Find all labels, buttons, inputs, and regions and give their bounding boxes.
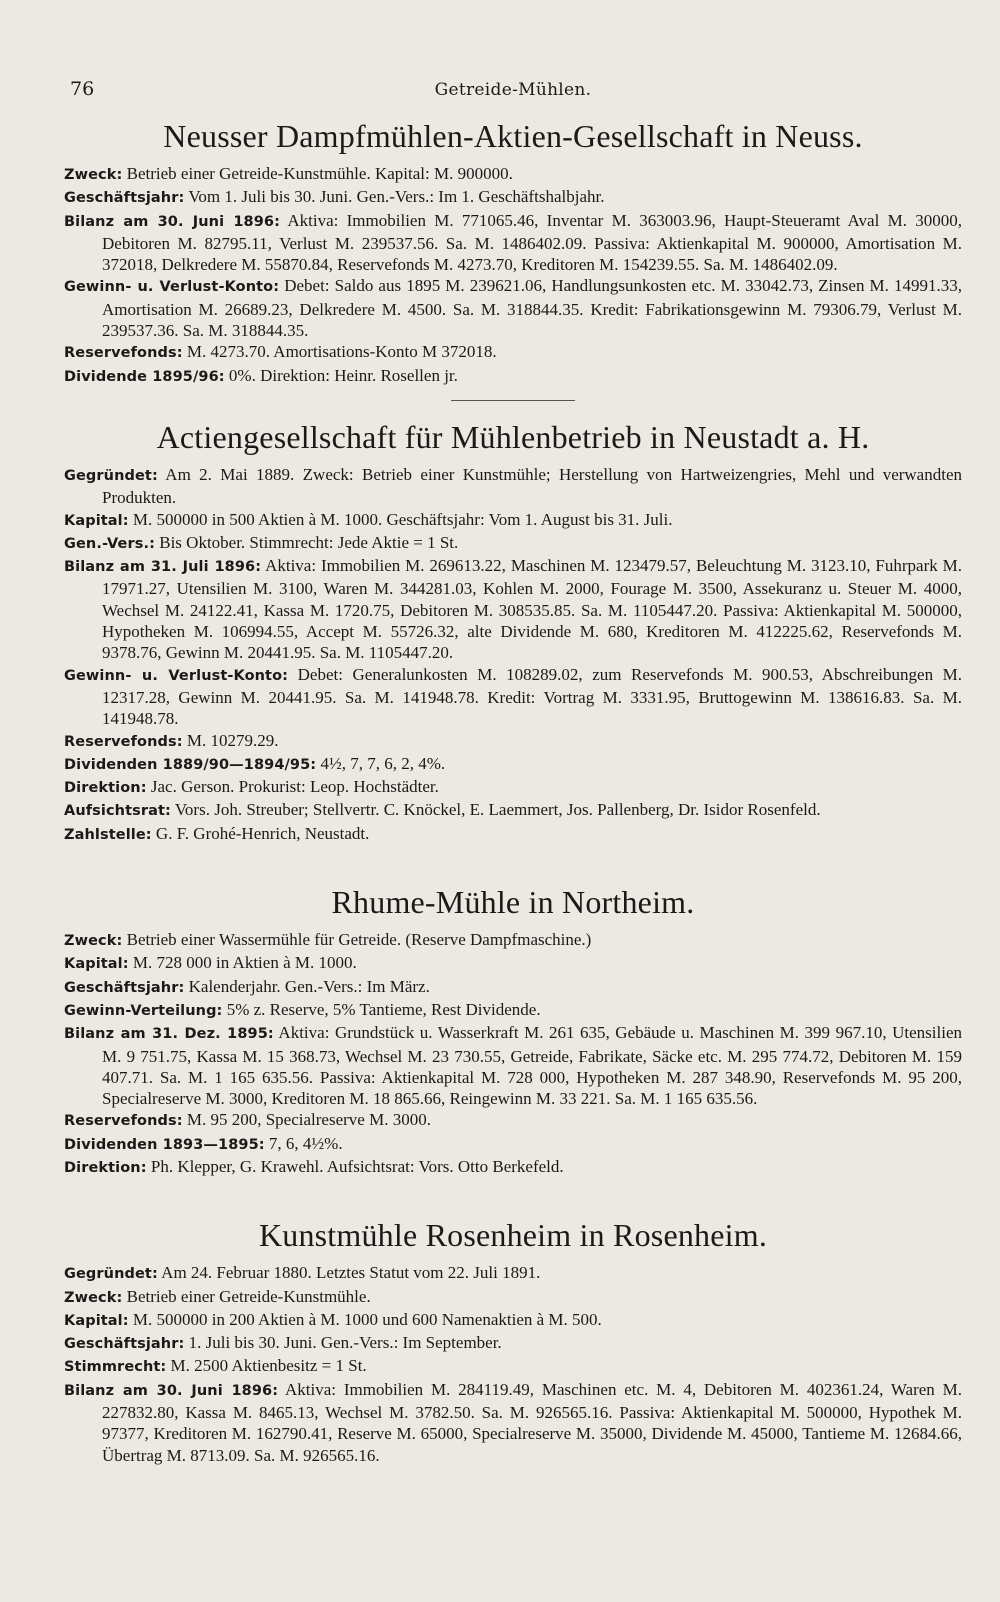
entry [64, 1332, 962, 1355]
entry [64, 999, 962, 1022]
entry-text: Aktiva: Immobilien M. 284119.49, Maschinen etc. M. 4, Debitoren M. 402361.24, Waren M. 227832.80, Kassa M. 8465.13, Wechsel M. 3782.50. Sa. M. 926565.16. Passiva: Aktienkapital M. 500000, Hypothek M. 97377, Kreditoren M. 162790.41, Reserve M. 65000, Specialreserve M. 35000, Dividende M. 45000, Tantieme M. 12684.66, Übertrag M. 8713.09. Sa. M. 926565.16. [102, 1379, 962, 1465]
entry-label: Gegründet: [64, 1266, 158, 1283]
entry-label: Gewinn-Verteilung: [64, 1002, 223, 1019]
entry-label: Kapital: [64, 1312, 129, 1329]
entry-text: Aktiva: Grundstück u. Wasserkraft M. 261 635, Gebäude u. Maschinen M. 399 967.10, Utensilien M. 9 751.75, Kassa M. 15 368.73, Wechsel M. 23 730.55, Getreide, Fabrikate, Säcke etc. M. 295 774.72, Debitoren M. 159 407.71. Sa. M. 1 165 635.56. Passiva: Aktienkapital M. 728 000, Hypotheken M. 287 348.90, Reservefonds M. 95 200, Specialreserve M. 3000, Kreditoren M. 18 865.66, Reingewinn M. 33 221. Sa. M. 1 165 635.56. [102, 1023, 962, 1109]
entry-label: Kapital: [64, 512, 129, 529]
section-divider [451, 400, 575, 401]
entry-text: Debet: Saldo aus 1895 M. 239621.06, Handlungsunkosten etc. M. 33042.73, Zinsen M. 14991.33, Amortisation M. 26689.23, Delkredere M. 4500. Sa. M. 318844.35. Kredit: Fabrikationsgewinn M. 79306.79, Verlust M. 239537.36. Sa. M. 318844.35. [102, 276, 962, 341]
company-section [64, 884, 962, 1179]
entry-label: Gen.-Vers.: [64, 535, 155, 552]
page-number: 76 [70, 78, 95, 100]
running-title: Getreide-Mühlen. [434, 80, 592, 100]
entry-label: Gegründet: [64, 467, 158, 484]
entry [64, 1262, 962, 1285]
entry [64, 776, 962, 799]
entry [64, 1355, 962, 1378]
entry [64, 799, 962, 822]
entry-text: Aktiva: Immobilien M. 269613.22, Maschinen M. 123479.57, Beleuchtung M. 3123.10, Fuhrpark M. 17971.27, Utensilien M. 3100, Waren M. 344281.03, Kohlen M. 2000, Fourage M. 3500, Assekuranz u. Steuer M. 4000, Wechsel M. 24122.41, Kassa M. 1720.75, Debitoren M. 308535.85. Sa. M. 1105447.20. Passiva: Aktienkapital M. 500000, Hypotheken M. 106994.55, Accept M. 55726.32, alte Dividende M. 680, Kreditoren M. 412225.62, Reservefonds M. 9378.76, Gewinn M. 20441.95. Sa. M. 1105447.20. [102, 556, 962, 663]
entry-label: Bilanz am 30. Juni 1896: [64, 213, 281, 230]
entry-text: G. F. Grohé-Henrich, Neustadt. [151, 823, 370, 843]
entry [64, 664, 962, 730]
entry-label: Dividende 1895/96: [64, 368, 225, 385]
entry-text: M. 4273.70. Amortisations-Konto M 372018. [182, 342, 497, 362]
entry-text: Ph. Klepper, G. Krawehl. Aufsichtsrat: Vors. Otto Berkefeld. [146, 1156, 564, 1176]
entry-text: Am 2. Mai 1889. Zweck: Betrieb einer Kunstmühle; Herstellung von Hartweizengries, Mehl und verwandten Produkten. [102, 464, 962, 508]
entry-text: Jac. Gerson. Prokurist: Leop. Hochstädter. [146, 777, 439, 797]
entry-label: Gewinn- u. Verlust-Konto: [64, 279, 280, 296]
entry-label: Bilanz am 31. Dez. 1895: [64, 1026, 274, 1043]
entry-text: 0%. Direktion: Heinr. Rosellen jr. [224, 365, 458, 385]
entry-label: Gewinn- u. Verlust-Konto: [64, 667, 289, 684]
entry-text: 4½, 7, 7, 6, 2, 4%. [316, 753, 446, 773]
entry-label: Zweck: [64, 167, 123, 183]
entry [64, 1133, 962, 1156]
entry-text: Debet: Generalunkosten M. 108289.02, zum Reservefonds M. 900.53, Abschreibungen M. 12317.28, Gewinn M. 20441.95. Sa. M. 141948.78. Kredit: Vortrag M. 3331.95, Bruttogewinn M. 138616.83. Sa. M. 141948.78. [102, 664, 963, 729]
page-header [64, 78, 962, 108]
entry [64, 365, 962, 388]
entry-label: Zweck: [64, 933, 123, 950]
entry-label: Reservefonds: [64, 733, 183, 750]
entry-text: Betrieb einer Wassermühle für Getreide. (Reserve Dampfmaschine.) [122, 930, 592, 950]
entry-label: Direktion: [64, 780, 147, 797]
entry-text: M. 95 200, Specialreserve M. 3000. [182, 1110, 431, 1130]
entry-label: Direktion: [64, 1159, 147, 1176]
entry [64, 753, 962, 776]
entry [64, 1309, 962, 1332]
entry [64, 929, 962, 952]
company-section [64, 1217, 962, 1466]
entry-label: Geschäftsjahr: [64, 1336, 185, 1353]
entry-label: Stimmrecht: [64, 1359, 167, 1376]
entry [64, 210, 962, 276]
entry-text: Betrieb einer Getreide-Kunstmühle. [122, 1286, 371, 1306]
entry-label: Bilanz am 30. Juni 1896: [64, 1382, 279, 1399]
entry-text: Am 24. Februar 1880. Letztes Statut vom 22. Juli 1891. [157, 1263, 541, 1283]
entry-text: M. 10279.29. [182, 730, 279, 750]
entry-text: M. 500000 in 500 Aktien à M. 1000. Geschäftsjahr: Vom 1. August bis 31. Juli. [128, 509, 673, 529]
entry-text: 1. Juli bis 30. Juni. Gen.-Vers.: Im September. [184, 1333, 502, 1353]
entry-text: Vors. Joh. Streuber; Stellvertr. C. Knöckel, E. Laemmert, Jos. Pallenberg, Dr. Isidor Rosenfeld. [170, 800, 821, 820]
entry [64, 1109, 962, 1132]
entry-label: Reservefonds: [64, 345, 183, 362]
entry-label: Kapital: [64, 956, 129, 973]
entry-text: M. 2500 Aktienbesitz = 1 St. [166, 1356, 367, 1376]
entry-text: M. 500000 in 200 Aktien à M. 1000 und 600 Namenaktien à M. 500. [128, 1309, 602, 1329]
entry-text: Aktiva: Immobilien M. 771065.46, Inventar M. 363003.96, Haupt-Steueramt Aval M. 30000, Debitoren M. 82795.11, Verlust M. 239537.56. Sa. M. 1486402.09. Passiva: Aktienkapital M. 900000, Amortisation M. 372018, Delkredere M. 55870.84, Reservefonds M. 4273.70, Kreditoren M. 154239.55. Sa. M. 1486402.09. [102, 210, 962, 275]
entry [64, 275, 962, 341]
entry-label: Zweck: [64, 1289, 123, 1306]
company-title: Actiengesellschaft für Mühlenbetrieb in Neustadt a. H. [156, 418, 870, 455]
entry [64, 1379, 962, 1466]
entry [64, 1156, 962, 1179]
entry [64, 532, 962, 555]
entry [64, 464, 962, 509]
entry [64, 509, 962, 532]
company-title: Kunstmühle Rosenheim in Rosenheim. [258, 1217, 768, 1254]
entry-label: Dividenden 1889/90—1894/95: [64, 756, 317, 773]
entry-label: Geschäftsjahr: [64, 979, 185, 996]
entry-text: Betrieb einer Getreide-Kunstmühle. Kapital: M. 900000. [122, 164, 513, 183]
entry [64, 186, 962, 209]
entry-text: Kalenderjahr. Gen.-Vers.: Im März. [184, 976, 430, 996]
company-section [64, 419, 962, 846]
entry [64, 823, 962, 846]
entry-text: Vom 1. Juli bis 30. Juni. Gen.-Vers.: Im 1. Geschäftshalbjahr. [184, 187, 605, 207]
entry-text: M. 728 000 in Aktien à M. 1000. [128, 953, 357, 973]
entry [64, 341, 962, 364]
company-title: Rhume-Mühle in Northeim. [331, 884, 695, 921]
entry-text: 5% z. Reserve, 5% Tantieme, Rest Dividende. [222, 999, 541, 1019]
entry-label: Aufsichtsrat: [64, 803, 171, 820]
entry [64, 555, 962, 663]
entry-text: 7, 6, 4½%. [264, 1133, 343, 1153]
entry [64, 163, 962, 186]
entry-text: Bis Oktober. Stimmrecht: Jede Aktie = 1 St. [154, 532, 459, 552]
entry-label: Reservefonds: [64, 1113, 183, 1130]
entry [64, 1022, 962, 1109]
entry [64, 1286, 962, 1309]
entry [64, 730, 962, 753]
entry [64, 952, 962, 975]
entry-label: Geschäftsjahr: [64, 190, 185, 207]
entry-label: Bilanz am 31. Juli 1896: [64, 559, 262, 576]
company-title: Neusser Dampfmühlen-Aktien-Gesellschaft in Neuss. [163, 118, 863, 154]
entry-label: Zahlstelle: [64, 826, 152, 843]
entry [64, 976, 962, 999]
company-section [64, 118, 962, 388]
entry-label: Dividenden 1893—1895: [64, 1136, 265, 1153]
